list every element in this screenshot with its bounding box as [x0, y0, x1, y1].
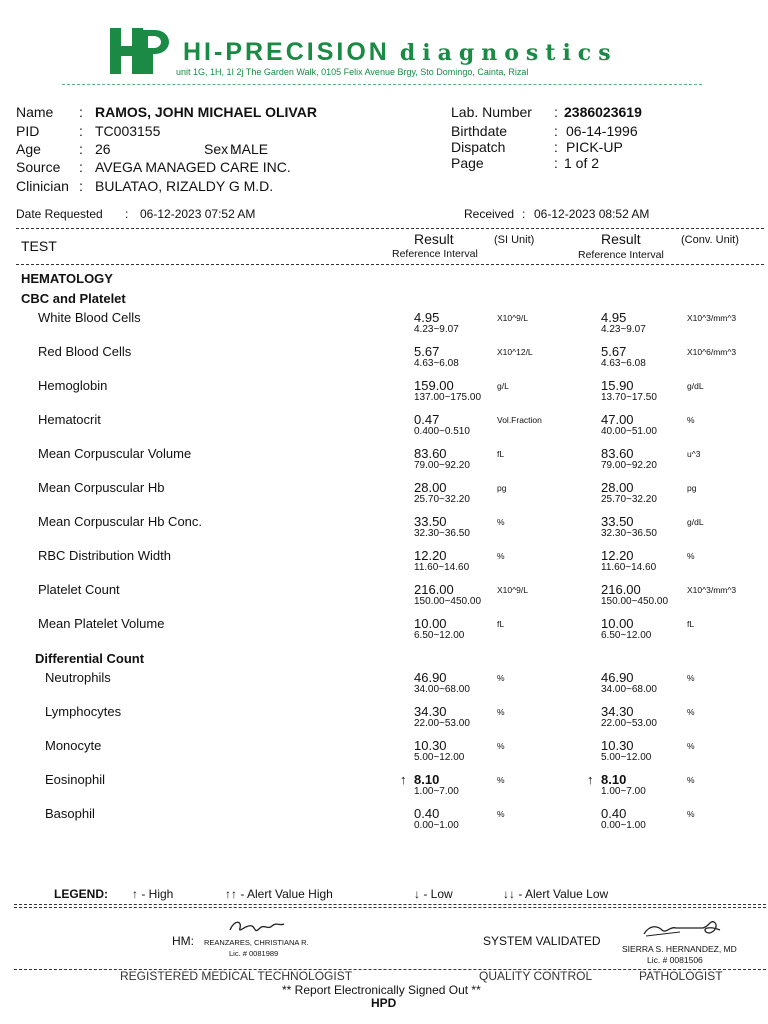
- conv-reference-interval: 79.00~92.20: [601, 460, 657, 471]
- si-unit: X10^9/L: [497, 585, 528, 595]
- conv-result-value: 15.90: [601, 378, 634, 393]
- test-name: Eosinophil: [45, 772, 105, 787]
- si-reference-interval: 0.00~1.00: [414, 820, 459, 831]
- role-medtech: REGISTERED MEDICAL TECHNOLOGIST: [120, 969, 353, 983]
- test-name: Mean Platelet Volume: [38, 616, 165, 631]
- legend-alert-low: [503, 887, 608, 901]
- si-unit: g/L: [497, 381, 509, 391]
- conv-reference-interval: 11.60~14.60: [601, 562, 657, 573]
- test-name: Lymphocytes: [45, 704, 122, 719]
- conv-reference-interval: 150.00~450.00: [601, 596, 669, 607]
- lab-number-label: Lab. Number: [451, 104, 532, 120]
- conv-unit: X10^3/mm^3: [687, 585, 737, 595]
- conv-unit: g/dL: [687, 381, 704, 391]
- conv-result-value: 46.90: [601, 670, 634, 685]
- si-unit: fL: [497, 619, 505, 629]
- legend-title: LEGEND:: [54, 887, 108, 901]
- patient-source: AVEGA MANAGED CARE INC.: [95, 159, 291, 175]
- name-label: Name: [16, 104, 54, 120]
- conv-unit: %: [687, 775, 695, 785]
- system-validated: SYSTEM VALIDATED: [483, 934, 601, 948]
- conv-unit: g/dL: [687, 517, 704, 527]
- si-unit: pg: [497, 483, 507, 493]
- si-result-value: 216.00: [414, 582, 454, 597]
- arrow-down-icon: ↓: [414, 887, 420, 901]
- colon: :: [79, 178, 83, 194]
- double-arrow-down-icon: ↓↓: [503, 887, 515, 901]
- conv-reference-interval: 4.63~6.08: [601, 358, 646, 369]
- si-reference-interval: 79.00~92.20: [414, 460, 470, 471]
- test-name: Mean Corpuscular Hb Conc.: [38, 514, 203, 529]
- conv-reference-interval: 1.00~7.00: [601, 786, 646, 797]
- test-name: Monocyte: [45, 738, 102, 753]
- conv-result-value: 0.40: [601, 806, 627, 821]
- si-reference-interval: 32.30~36.50: [414, 528, 470, 539]
- lab-address: unit 1G, 1H, 1I 2j The Garden Walk, 0105 Felix Avenue Brgy, Sto Domingo, Cainta, Rizal: [176, 67, 529, 77]
- patient-sex: MALE: [230, 141, 269, 157]
- si-result-value: 83.60: [414, 446, 447, 461]
- legend-high: [132, 887, 173, 901]
- si-unit: %: [497, 673, 505, 683]
- high-flag-icon: ↑: [400, 772, 407, 787]
- double-arrow-up-icon: ↑↑: [225, 887, 237, 901]
- conv-reference-interval: 32.30~36.50: [601, 528, 657, 539]
- si-reference-interval: 22.00~53.00: [414, 718, 470, 729]
- si-reference-header: Reference Interval: [392, 248, 478, 260]
- patient-clinician: BULATAO, RIZALDY G M.D.: [95, 178, 274, 194]
- conv-unit: %: [687, 551, 695, 561]
- legend-alert-low-text: - Alert Value Low: [518, 887, 609, 901]
- conv-unit: X10^3/mm^3: [687, 313, 737, 323]
- conv-reference-interval: 13.70~17.50: [601, 392, 657, 403]
- si-result-value: 8.10: [414, 772, 440, 787]
- colon: :: [125, 207, 129, 221]
- conv-reference-interval: 40.00~51.00: [601, 426, 657, 437]
- si-unit: X10^12/L: [497, 347, 533, 357]
- source-label: Source: [16, 159, 61, 175]
- si-unit: %: [497, 707, 505, 717]
- arrow-up-icon: ↑: [132, 887, 138, 901]
- colon: :: [79, 104, 83, 120]
- si-reference-interval: 11.60~14.60: [414, 562, 470, 573]
- legend-alert-high-text: - Alert Value High: [240, 887, 333, 901]
- dispatch: PICK-UP: [566, 139, 623, 155]
- si-unit: %: [497, 809, 505, 819]
- birthdate: 06-14-1996: [566, 123, 638, 139]
- conv-result-value: 4.95: [601, 310, 627, 325]
- conv-unit: %: [687, 741, 695, 751]
- electronic-signature-note: ** Report Electronically Signed Out **: [282, 983, 481, 997]
- conv-reference-interval: 22.00~53.00: [601, 718, 657, 729]
- test-name: Basophil: [45, 806, 95, 821]
- test-name: Hematocrit: [38, 412, 101, 427]
- si-unit: X10^9/L: [497, 313, 528, 323]
- legend-high-text: - High: [141, 887, 174, 901]
- si-unit: fL: [497, 449, 505, 459]
- si-reference-interval: 137.00~175.00: [414, 392, 482, 403]
- pathologist-name: SIERRA S. HERNANDEZ, MD: [622, 944, 737, 954]
- conv-unit: %: [687, 673, 695, 683]
- date-requested: 06-12-2023 07:52 AM: [140, 207, 256, 221]
- conv-result-value: 34.30: [601, 704, 634, 719]
- test-name: Platelet Count: [38, 582, 120, 597]
- conv-result-header: Result: [601, 231, 641, 247]
- pid-label: PID: [16, 123, 40, 139]
- si-reference-interval: 4.23~9.07: [414, 324, 459, 335]
- test-name: White Blood Cells: [38, 310, 141, 325]
- test-name: Neutrophils: [45, 670, 111, 685]
- conv-unit: fL: [687, 619, 695, 629]
- si-result-header: Result: [414, 231, 454, 247]
- conv-reference-header: Reference Interval: [578, 249, 664, 261]
- conv-result-value: 33.50: [601, 514, 634, 529]
- conv-reference-interval: 0.00~1.00: [601, 820, 646, 831]
- conv-unit: %: [687, 415, 695, 425]
- table-top-rule: [16, 228, 764, 229]
- si-reference-interval: 5.00~12.00: [414, 752, 465, 763]
- si-reference-interval: 4.63~6.08: [414, 358, 459, 369]
- patient-pid: TC003155: [95, 123, 161, 139]
- legend-rule-2: [14, 907, 766, 908]
- table-header-rule: [16, 264, 764, 265]
- si-unit-header: (SI Unit): [494, 234, 535, 246]
- colon: :: [554, 104, 558, 120]
- si-result-value: 33.50: [414, 514, 447, 529]
- si-result-value: 0.47: [414, 412, 440, 427]
- role-pathologist: PATHOLOGIST: [639, 969, 723, 983]
- si-reference-interval: 0.400~0.510: [414, 426, 470, 437]
- si-result-value: 46.90: [414, 670, 447, 685]
- colon: :: [79, 123, 83, 139]
- colon: :: [554, 155, 558, 171]
- page-number: 1 of 2: [564, 155, 600, 171]
- hp-logo-icon: [110, 28, 172, 74]
- si-reference-interval: 1.00~7.00: [414, 786, 459, 797]
- colon: :: [554, 123, 558, 139]
- conv-unit: %: [687, 707, 695, 717]
- conv-reference-interval: 25.70~32.20: [601, 494, 657, 505]
- pathologist-license: Lic. # 0081506: [647, 955, 703, 965]
- date-received: 06-12-2023 08:52 AM: [534, 207, 650, 221]
- si-reference-interval: 34.00~68.00: [414, 684, 470, 695]
- test-name: Hemoglobin: [38, 378, 108, 393]
- conv-unit: %: [687, 809, 695, 819]
- test-name: Mean Corpuscular Hb: [38, 480, 165, 495]
- sex-label: Sex :: [204, 141, 236, 157]
- conv-unit: u^3: [687, 449, 701, 459]
- clinician-label: Clinician: [16, 178, 69, 194]
- si-result-value: 28.00: [414, 480, 447, 495]
- si-reference-interval: 25.70~32.20: [414, 494, 470, 505]
- si-result-value: 5.67: [414, 344, 440, 359]
- section-differential: Differential Count: [35, 651, 145, 666]
- high-flag-icon: ↑: [587, 772, 594, 787]
- conv-reference-interval: 5.00~12.00: [601, 752, 652, 763]
- medtech-license: Lic. # 0081989: [229, 949, 279, 958]
- section-cbc: CBC and Platelet: [21, 291, 126, 306]
- conv-result-value: 5.67: [601, 344, 627, 359]
- legend-rule-1: [14, 904, 766, 905]
- si-result-value: 10.30: [414, 738, 447, 753]
- conv-result-value: 216.00: [601, 582, 641, 597]
- patient-age: 26: [95, 141, 111, 157]
- medtech-name: REANZARES, CHRISTIANA R.: [204, 938, 309, 947]
- lab-number: 2386023619: [564, 104, 642, 120]
- lab-brand-name: [183, 38, 618, 67]
- test-name: Red Blood Cells: [38, 344, 132, 359]
- si-unit: Vol.Fraction: [497, 415, 542, 425]
- legend-low: [414, 887, 453, 901]
- colon: :: [522, 207, 526, 221]
- pathologist-signature: [640, 916, 724, 947]
- legend-low-text: - Low: [423, 887, 453, 901]
- si-unit: %: [497, 741, 505, 751]
- page-label: Page: [451, 155, 484, 171]
- hm-label: HM:: [172, 934, 194, 948]
- conv-result-value: 10.30: [601, 738, 634, 753]
- si-result-value: 159.00: [414, 378, 454, 393]
- dispatch-label: Dispatch: [451, 139, 506, 155]
- si-reference-interval: 6.50~12.00: [414, 630, 465, 641]
- si-result-value: 12.20: [414, 548, 447, 563]
- si-unit: %: [497, 551, 505, 561]
- conv-reference-interval: 4.23~9.07: [601, 324, 646, 335]
- si-unit: %: [497, 517, 505, 527]
- conv-result-value: 47.00: [601, 412, 634, 427]
- footer-code: HPD: [371, 996, 397, 1010]
- received-label: Received: [464, 207, 515, 221]
- si-unit: %: [497, 775, 505, 785]
- conv-unit: pg: [687, 483, 697, 493]
- si-result-value: 0.40: [414, 806, 440, 821]
- colon: :: [79, 159, 83, 175]
- test-column-header: TEST: [21, 238, 57, 254]
- lab-logo: [110, 28, 172, 74]
- age-label: Age: [16, 141, 41, 157]
- conv-result-value: 8.10: [601, 772, 627, 787]
- si-result-value: 4.95: [414, 310, 440, 325]
- patient-name: RAMOS, JOHN MICHAEL OLIVAR: [95, 104, 317, 120]
- conv-result-value: 28.00: [601, 480, 634, 495]
- si-result-value: 34.30: [414, 704, 447, 719]
- conv-unit: X10^6/mm^3: [687, 347, 737, 357]
- brand-suffix: diagnostics: [399, 40, 618, 66]
- test-name: Mean Corpuscular Volume: [38, 446, 192, 461]
- conv-result-value: 12.20: [601, 548, 634, 563]
- header-rule: [62, 84, 702, 85]
- colon: :: [554, 139, 558, 155]
- si-result-value: 10.00: [414, 616, 447, 631]
- brand-main: HI-PRECISION: [183, 38, 390, 66]
- conv-unit-header: (Conv. Unit): [681, 234, 739, 246]
- section-hematology: HEMATOLOGY: [21, 271, 113, 286]
- legend-alert-high: [225, 887, 333, 901]
- conv-reference-interval: 6.50~12.00: [601, 630, 652, 641]
- conv-result-value: 10.00: [601, 616, 634, 631]
- birthdate-label: Birthdate: [451, 123, 508, 139]
- si-reference-interval: 150.00~450.00: [414, 596, 482, 607]
- conv-result-value: 83.60: [601, 446, 634, 461]
- conv-reference-interval: 34.00~68.00: [601, 684, 657, 695]
- test-name: RBC Distribution Width: [38, 548, 171, 563]
- role-quality-control: QUALITY CONTROL: [479, 969, 593, 983]
- colon: :: [79, 141, 83, 157]
- date-requested-label: Date Requested: [16, 207, 103, 221]
